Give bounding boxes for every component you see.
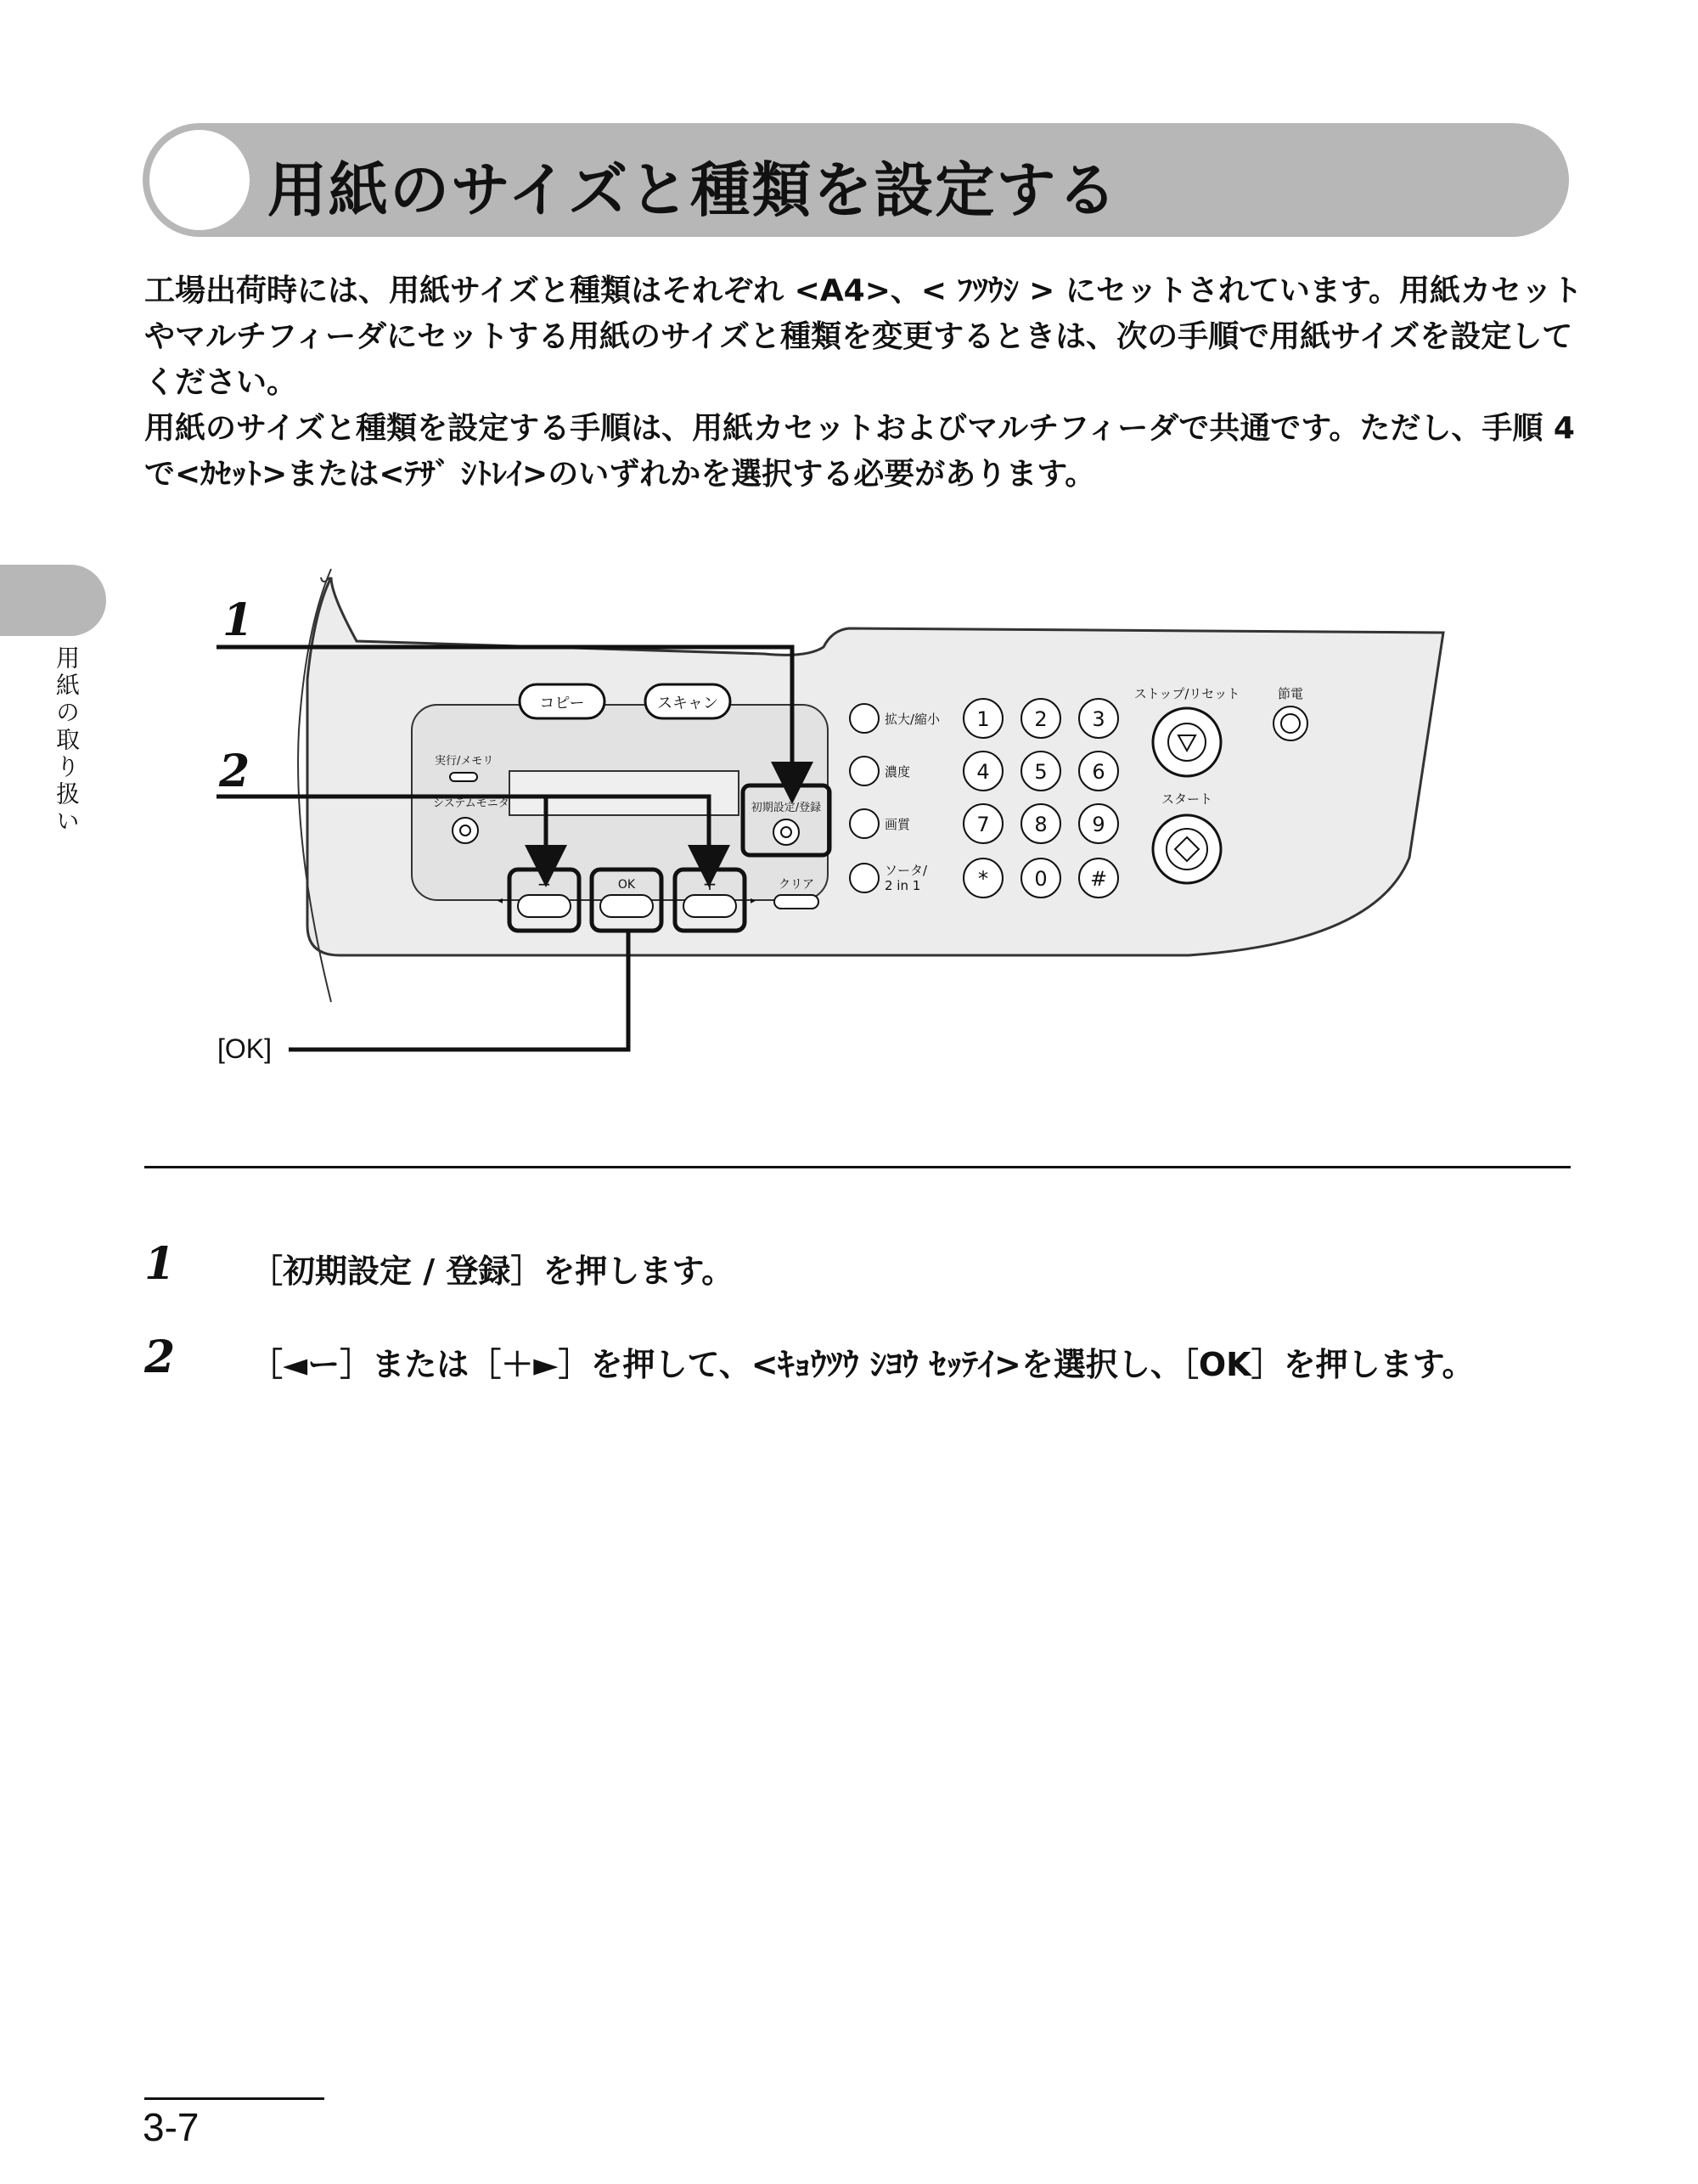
- intro-paragraph: 用紙のサイズと種類を設定する手順は、用紙カセットおよびマルチフィーダで共通です。ただし、手順 4 で<ｶｾｯﾄ>または<ﾃｻﾞ ｼﾄﾚｲ>のいずれかを選択する必要があります。: [144, 411, 1575, 492]
- key-7-label: 7: [976, 813, 990, 836]
- callout-number-2: 2: [219, 746, 250, 797]
- side-tab-label: 用紙の取り扱い: [53, 645, 81, 836]
- key-9-label: 9: [1092, 813, 1105, 836]
- quality-button[interactable]: [850, 809, 879, 838]
- right-arrow-mark: ▸: [751, 894, 756, 906]
- key-3-label: 3: [1092, 707, 1105, 731]
- step-text: ［初期設定 / 登録］を押します。: [250, 1252, 734, 1290]
- page-title: 用紙のサイズと種類を設定する: [267, 155, 1119, 225]
- key-5-label: 5: [1034, 760, 1048, 784]
- key-star-label: *: [978, 867, 988, 891]
- run-memory-lamp: [450, 773, 477, 781]
- plus-button-label: +: [702, 874, 717, 894]
- key-1-label: 1: [976, 707, 990, 731]
- key-6-label: 6: [1092, 760, 1105, 784]
- ok-button-label: OK: [617, 878, 636, 892]
- plus-button[interactable]: [683, 895, 736, 917]
- key-8-label: 8: [1034, 813, 1048, 836]
- ok-callout-label: [OK]: [217, 1033, 273, 1064]
- key-4-label: 4: [976, 760, 990, 784]
- density-button[interactable]: [850, 757, 879, 785]
- minus-button[interactable]: [518, 895, 571, 917]
- ok-button[interactable]: [600, 895, 653, 917]
- settings-button[interactable]: [773, 819, 799, 845]
- start-button[interactable]: [1153, 815, 1221, 883]
- step-item: [144, 1331, 1605, 1382]
- intro-paragraph: 工場出荷時には、用紙サイズと種類はそれぞれ <A4>、< ﾌﾂｳｼ > にセットされています。用紙カセットやマルチフィーダにセットする用紙のサイズと種類を変更するときは、次の手順で用紙サイズを設定してください。: [144, 273, 1583, 400]
- stop-reset-button[interactable]: [1153, 708, 1221, 776]
- power-save-button[interactable]: [1274, 706, 1307, 740]
- clear-label: クリア: [779, 878, 814, 892]
- left-arrow-mark: ◂: [498, 894, 503, 906]
- sort-label: ソータ/: [885, 863, 928, 878]
- page-number: 3-7: [143, 2105, 200, 2149]
- minus-button-label: −: [537, 874, 552, 894]
- step-number: 2: [144, 1331, 176, 1383]
- footer-rule: [144, 2097, 324, 2100]
- copy-button-label: コピー: [539, 695, 585, 712]
- step-number: 1: [144, 1238, 176, 1290]
- section-divider: [144, 1166, 1571, 1168]
- run-memory-label: 実行/メモリ: [435, 755, 494, 768]
- sort-label-2: 2 in 1: [885, 878, 921, 893]
- start-label: スタート: [1161, 791, 1213, 807]
- key-2-label: 2: [1034, 707, 1048, 731]
- clear-button[interactable]: [774, 895, 818, 909]
- power-save-label: 節電: [1277, 686, 1304, 701]
- stop-reset-label: ストップ/リセット: [1133, 686, 1240, 701]
- callout-number-1: 1: [222, 594, 254, 646]
- step-text: ［◄ー］または［＋►］を押して、<ｷｮｳﾂｳ ｼﾖｳ ｾｯﾃｲ>を選択し、［OK］を押します。: [250, 1346, 1475, 1383]
- key-0-label: 0: [1034, 867, 1048, 891]
- quality-label: 画質: [885, 817, 911, 832]
- sort-button[interactable]: [850, 864, 879, 892]
- density-label: 濃度: [885, 764, 911, 780]
- zoom-button[interactable]: [850, 704, 879, 733]
- system-monitor-label: システムモニタ: [433, 797, 509, 810]
- zoom-label: 拡大/縮小: [885, 712, 941, 727]
- settings-button-label: 初期設定/登録: [751, 802, 822, 814]
- scan-button-label: スキャン: [657, 695, 718, 712]
- system-monitor-button[interactable]: [453, 818, 478, 843]
- step-item: [144, 1238, 1605, 1289]
- key-hash-label: #: [1089, 867, 1108, 891]
